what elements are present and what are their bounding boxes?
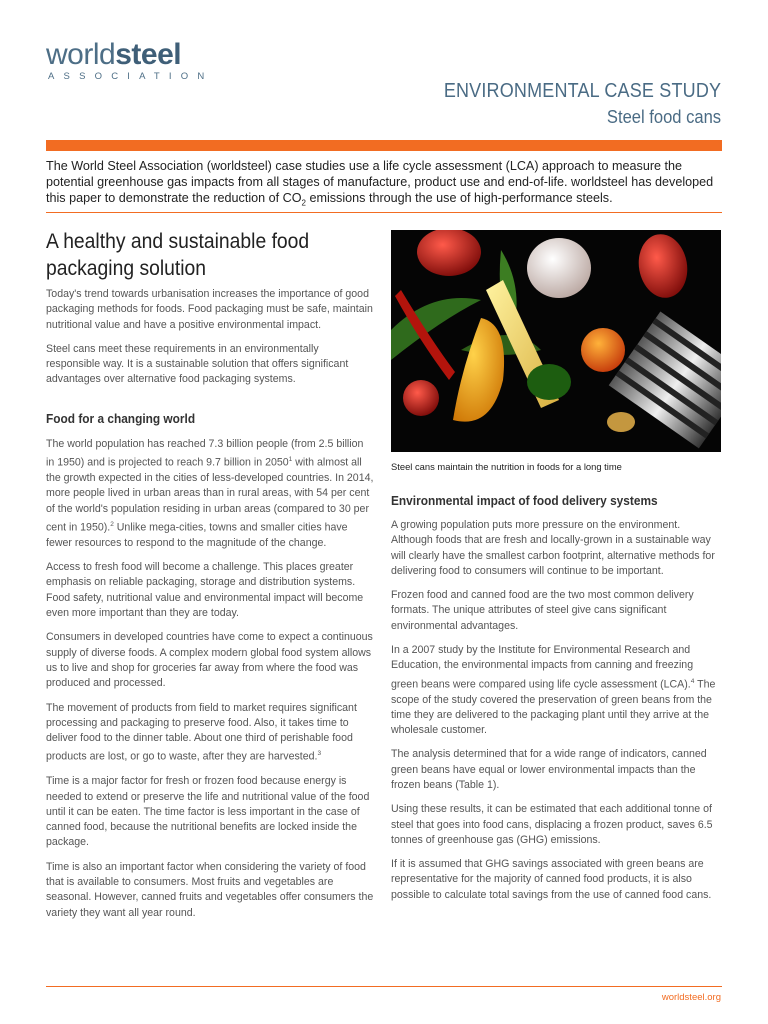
logo-subtitle: ASSOCIATION bbox=[48, 71, 214, 82]
header-accent-bar bbox=[46, 140, 722, 151]
paragraph-text: Unlike mega-cities, towns and smaller cities have fewer resources to respond to the magnitude of the change. bbox=[46, 521, 348, 549]
photo-caption: Steel cans maintain the nutrition in foods for a long time bbox=[391, 461, 622, 472]
left-column-body bbox=[46, 437, 374, 930]
paragraph-text: The scope of the study covered the preservation of green beans from the time they are delivered to the packaging plant until they arrive at the wholesale customer. bbox=[391, 678, 716, 737]
paragraph-text: The world population has reached 7.3 billion people (from 2.5 billion in 1950) and is projected to reach 9.7 billion in 2050 bbox=[46, 438, 364, 469]
footer-website-link[interactable]: worldsteel.org bbox=[661, 992, 721, 1003]
paragraph: The analysis determined that for a wide range of indicators, canned green beans have equal or lower environmental impacts than the frozen beans (Table 1). bbox=[391, 748, 707, 791]
section-heading-environmental: Environmental impact of food delivery systems bbox=[391, 494, 658, 508]
footnote-ref: 4 bbox=[690, 677, 695, 685]
paragraph: Frozen food and canned food are the two most common delivery formats. The unique attributes of steel give cans significant environmental advantages. bbox=[391, 589, 694, 632]
left-column bbox=[46, 287, 374, 388]
paragraph: Time is also an important factor when considering the variety of food that is available to consumers. Most fruits and vegetables are seasonal. However, canned fruits and vegetables offer consumers the variety they want all year round. bbox=[46, 860, 374, 919]
paragraph bbox=[46, 701, 374, 766]
article-title: A healthy and sustainable food packaging solution bbox=[46, 230, 310, 280]
worldsteel-logo bbox=[46, 40, 181, 70]
paragraph-text: In a 2007 study by the Institute for Environmental Research and Education, the environmental impacts from canning and freezing green beans were compared using life cycle assessment (LCA). bbox=[391, 644, 694, 691]
food-photo bbox=[391, 230, 721, 452]
paragraph: Consumers in developed countries have come to expect a continuous supply of diverse foods. A complex modern global food system allows us to live and shop for groceries far away from where the food was produced and processed. bbox=[46, 631, 373, 690]
paragraph: Access to fresh food will become a challenge. This places greater emphasis on reliable packaging, storage and distribution systems. Food safety, nutritional value and environmental impact will become even more important than they are today. bbox=[46, 561, 364, 620]
paragraph: Steel cans meet these requirements in an environmentally responsible way. It is a sustainable solution that offers significant advantages over alternative food packaging systems. bbox=[46, 342, 349, 386]
document-type: ENVIRONMENTAL CASE STUDY bbox=[443, 80, 721, 102]
footnote-ref: 3 bbox=[317, 750, 322, 758]
paragraph: A growing population puts more pressure on the environment. Although foods that are fresh and locally-grown in a sustainable way will clearly have the smallest carbon footprint, alternative methods for delivering food to consumers will continue to be important. bbox=[391, 519, 715, 577]
paragraph: If it is assumed that GHG savings associated with green beans are representative for the majority of canned food products, it is also possible to calculate total savings from the use of canned food cans. bbox=[391, 858, 712, 901]
intro-divider bbox=[46, 212, 722, 213]
section-heading-food: Food for a changing world bbox=[46, 412, 196, 426]
document-subtitle: Steel food cans bbox=[606, 107, 721, 127]
paragraph-text: with almost all the growth expected in the cities of less-developed countries. In 2014, more people lived in urban areas than in rural areas, with 54 per cent of the world's population residing in urban areas (compared to 30 per cent in 1950). bbox=[46, 456, 374, 534]
right-column bbox=[391, 518, 721, 912]
footnote-ref: 2 bbox=[110, 521, 114, 529]
intro-text-b: emissions through the use of high-performance steels. bbox=[305, 191, 613, 205]
intro-subscript: 2 bbox=[301, 198, 306, 208]
footer-divider bbox=[46, 986, 722, 987]
paragraph: Today's trend towards urbanisation increases the importance of good packaging methods for foods. Food packaging must be safe, maintain nutritional value and have a positive environmental impact. bbox=[46, 288, 373, 331]
paragraph bbox=[46, 437, 374, 551]
vegetables-and-can-illustration bbox=[391, 230, 721, 452]
logo-word-thin: world bbox=[46, 38, 116, 71]
footnote-ref: 1 bbox=[288, 456, 293, 464]
paragraph: Time is a major factor for fresh or frozen food because energy is needed to extend or preserve the life and nutritional value of the food until it can be eaten. The time factor is less important in the case of canned food, because the nutritional benefits are locked inside the package. bbox=[46, 775, 370, 849]
paragraph bbox=[391, 643, 721, 738]
logo-word-bold: steel bbox=[115, 38, 182, 71]
paragraph-text: The movement of products from field to market requires significant processing and packaging to preserve food. Also, it takes time to deliver food to the dinner table. About one third of perishable food products are lost, or go to waste, after they are harvested. bbox=[46, 701, 357, 763]
intro-text-a: The World Steel Association (worldsteel) case studies use a life cycle assessment (LCA) approach to measure the potential greenhouse gas impacts from all stages of manufacture, product use and end-of-life. worldsteel has developed this paper to demonstrate the reduction of CO bbox=[46, 159, 714, 205]
intro-paragraph bbox=[46, 158, 722, 212]
paragraph: Using these results, it can be estimated that each additional tonne of steel that goes into food cans, displacing a frozen product, saves 6.5 tonnes of greenhouse gas (GHG) emissions. bbox=[391, 803, 713, 846]
